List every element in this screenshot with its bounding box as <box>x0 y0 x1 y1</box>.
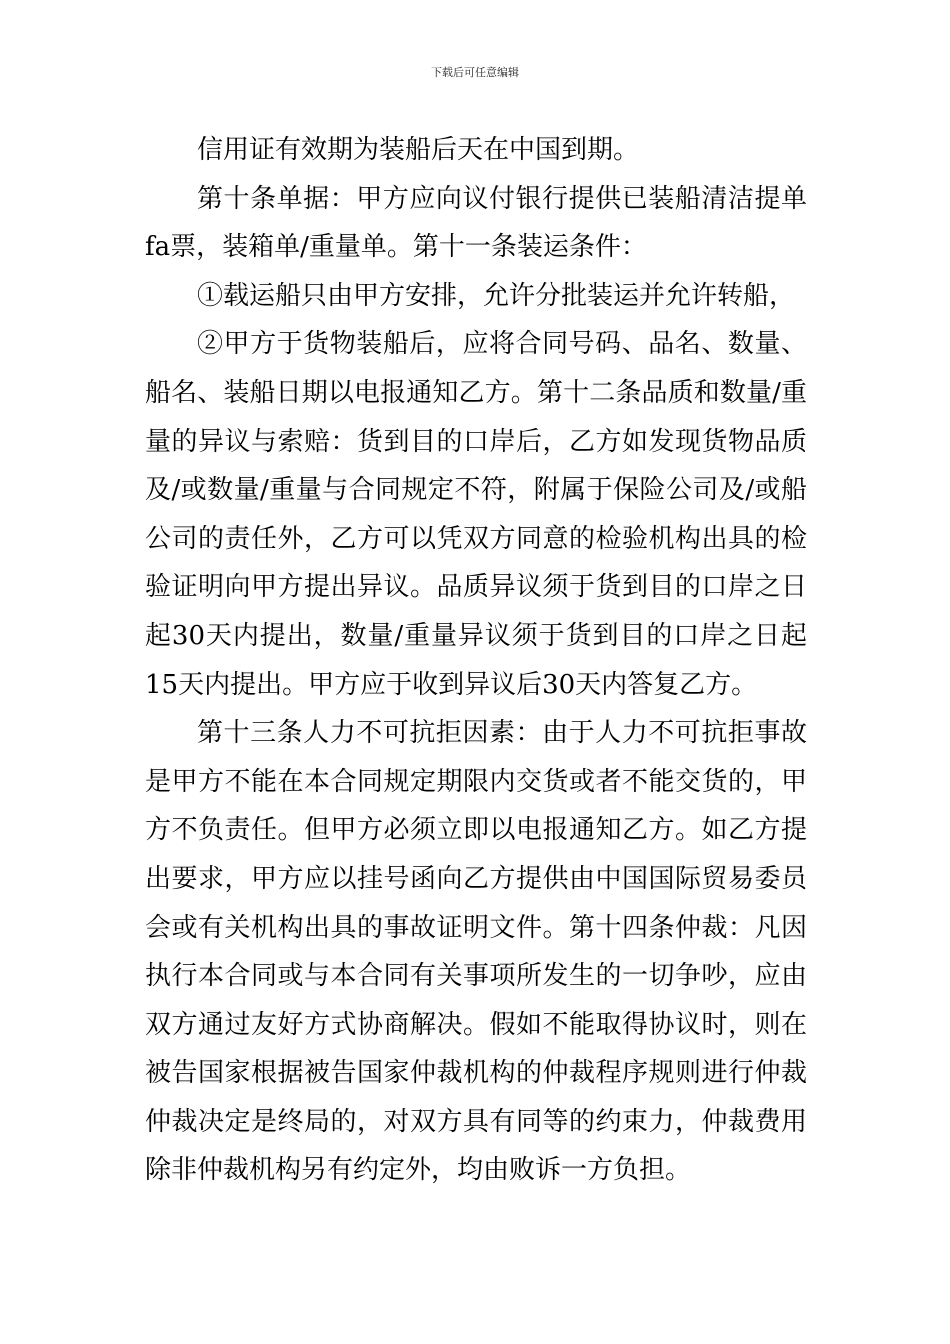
document-body <box>145 126 807 1195</box>
paragraph-article-13-14-force-majeure-arbitration: 第十三条人力不可抗拒因素：由于人力不可抗拒事故是甲方不能在本合同规定期限内交货或者不能交货的，甲方不负责任。但甲方必须立即以电报通知乙方。如乙方提出要求，甲方应以挂号函向乙方提供由中国国际贸易委员会或有关机构出具的事故证明文件。第十四条仲裁：凡因执行本合同或与本合同有关事项所发生的一切争吵，应由双方通过友好方式协商解决。假如不能取得协议时，则在被告国家根据被告国家仲裁机构的仲裁程序规则进行仲裁仲裁决定是终局的，对双方具有同等的约束力，仲裁费用除非仲裁机构另有约定外，均由败诉一方负担。 <box>145 718 807 1186</box>
paragraph-shipment-clause-2-and-article-12: ②甲方于货物装船后，应将合同号码、品名、数量、船名、装船日期以电报通知乙方。第十二条品质和数量/重量的异议与索赔：货到目的口岸后，乙方如发现货物品质及/或数量/重量与合同规定不符，附属于保险公司及/或船公司的责任外，乙方可以凭双方同意的检验机构出具的检验证明向甲方提出异议。品质异议须于货到目的口岸之日起30天内提出，数量/重量异议须于货到目的口岸之日起15天内提出。甲方应于收到异议后30天内答复乙方。 <box>145 329 807 700</box>
paragraph-lc-validity: 信用证有效期为装船后天在中国到期。 <box>197 135 640 165</box>
page-header-note: 下载后可任意编辑 <box>431 66 519 79</box>
paragraph-shipment-clause-1: ①载运船只由甲方安排，允许分批装运并允许转船， <box>197 280 796 311</box>
paragraph-article-10-documents: 第十条单据：甲方应向议付银行提供已装船清洁提单fa票，装箱单/重量单。第十一条装运条件： <box>145 183 807 263</box>
